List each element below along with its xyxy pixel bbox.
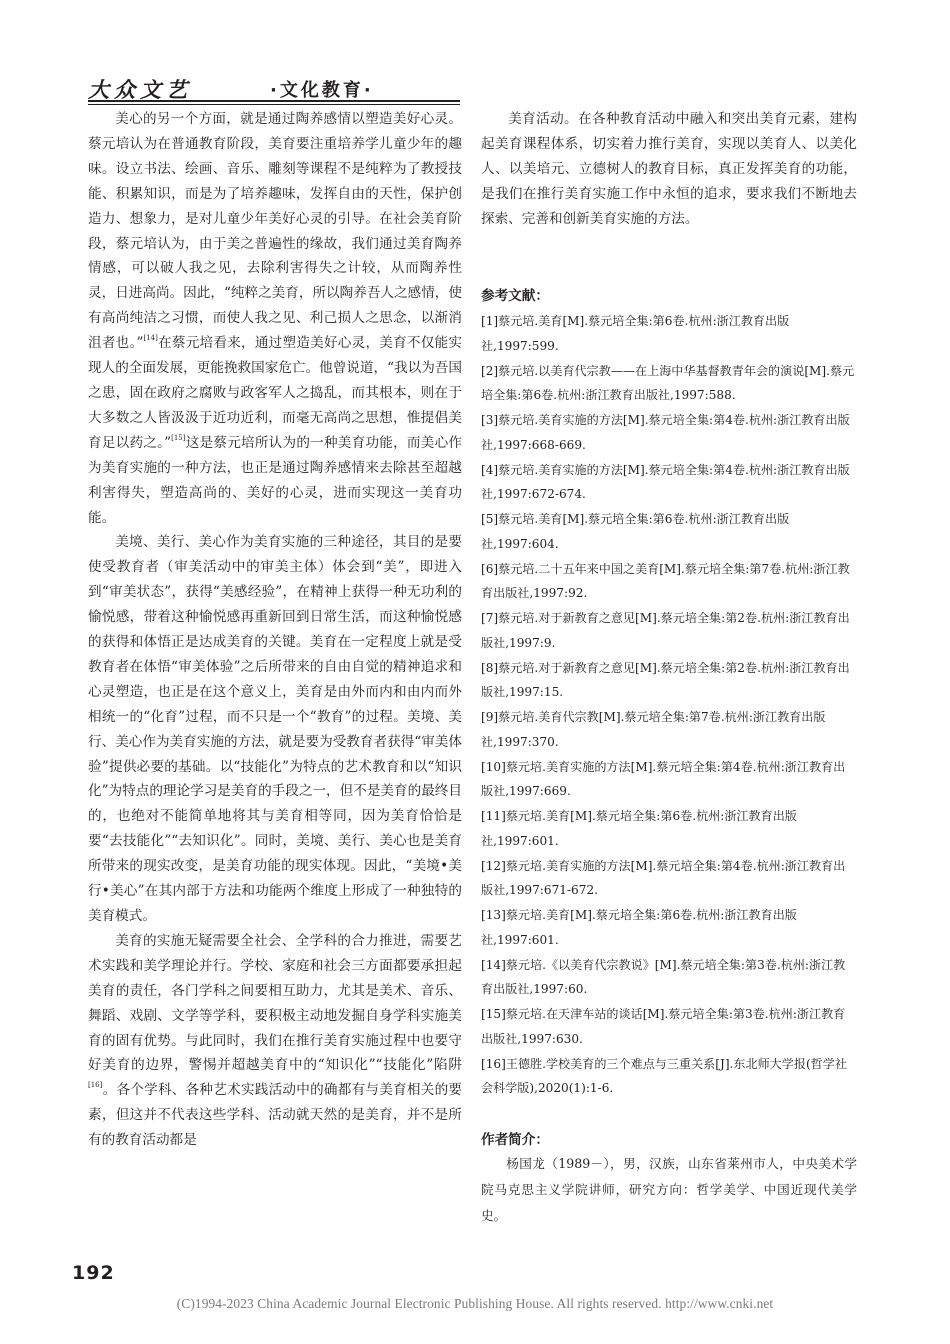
reference-item: [16]王德胜.学校美育的三个难点与三重关系[J].东北师大学报(哲学社会科学版),2020(1):1-6.: [481, 1056, 847, 1096]
header-rule: [88, 100, 460, 102]
reference-item: [6]蔡元培.二十五年来中国之美育[M].蔡元培全集:第7卷.杭州:浙江教育出版社,1997:92.: [481, 561, 850, 601]
body-paragraph-1: [88, 107, 462, 530]
citation-ref-16: [16]: [88, 1081, 103, 1090]
reference-item: [14]蔡元培.《以美育代宗教说》[M].蔡元培全集:第3卷.杭州:浙江教育出版社,1997:60.: [481, 957, 846, 997]
left-column: [88, 107, 462, 1153]
author-bio: [481, 1151, 857, 1229]
author-bio-text: 杨国龙（1989－），男，汉族，山东省莱州市人，中央美术学院马克思主义学院讲师，研究方向：哲学美学、中国近现代美学史。: [481, 1156, 857, 1223]
reference-item: [13]蔡元培.美育[M].蔡元培全集:第6卷.杭州:浙江教育出版社,1997:601.: [481, 908, 797, 947]
reference-item: [7]蔡元培.对于新教育之意见[M].蔡元培全集:第2卷.杭州:浙江教育出版社,1997:9.: [481, 611, 850, 650]
paragraph-text: 美心的另一个方面，就是通过陶养感情以塑造美好心灵。蔡元培认为在普通教育阶段，美育要注重培养学儿童少年的趣味。设立书法、绘画、音乐、雕刻等课程不是纯粹为了教授技能、积累知识，而是为了培养趣味，发挥自由的天性，保护创造力、想象力，是对儿童少年美好心灵的引导。在社会美育阶段，蔡元培认为，由于美之普遍性的缘故，我们通过美育陶养情感，可以破人我之见，去除利害得失之计较，从而陶养性灵，日进高尚。因此，“纯粹之美育，所以陶养吾人之感情，使有高尚纯洁之习惯，而使人我之见、利己损人之思念，以渐消沮者也。”: [88, 111, 462, 352]
body-paragraph-continued: 美育活动。在各种教育活动中融入和突出美育元素，建构起美育课程体系，切实着力推行美育，实现以美育人、以美化人、以美培元、立德树人的教育目标，真正发挥美育的功能，是我们在推行美育实施工作中永恒的追求，要求我们不断地去探索、完善和创新美育实施的方法。: [481, 111, 857, 227]
author-heading: 作者简介：: [481, 1132, 549, 1148]
reference-item: [12]蔡元培.美育实施的方法[M].蔡元培全集:第4卷.杭州:浙江教育出版社,1997:671-672.: [481, 858, 846, 898]
copyright-notice: (C)1994-2023 China Academic Journal Electronic Publishing House. All rights reserved. http://www.cnki.net: [176, 1296, 774, 1311]
body-paragraph-2: 美境、美行、美心作为美育实施的三种途径，其目的是要使受教育者（审美活动中的审美主体）体会到“美”，即进入到“审美状态”，获得“美感经验”，在精神上获得一种无功利的愉悦感，带着这种愉悦感再重新回到日常生活，而这种愉悦感的获得和体悟正是达成美育的关键。美育在一定程度上就是受教育者在体悟“审美体验”之后所带来的自由自觉的精神追求和心灵塑造，也正是在这个意义上，美育是由外而内和由内而外相统一的“化育”过程，而不只是一个“教育”的过程。美境、美行、美心作为美育实施的方法，就是要为受教育者获得“审美体验”提供必要的基础。以“技能化”为特点的艺术教育和以“知识化”为特点的理论学习是美育的手段之一，但不是美育的最终目的，也绝对不能简单地将其与美育相等同，因为美育恰恰是要“去技能化”“去知识化”。同时，美境、美行、美心也是美育所带来的现实改变，是美育功能的现实体现。因此，“美境•美行•美心”在其内部于方法和功能两个维度上形成了一种独特的美育模式。: [88, 534, 462, 924]
reference-item: [2]蔡元培.以美育代宗教——在上海中华基督教青年会的演说[M].蔡元培全集:第6卷.杭州:浙江教育出版社,1997:588.: [481, 363, 855, 403]
references-list: [481, 309, 857, 1101]
section-name: ·文化教育·: [270, 80, 374, 101]
right-column: [481, 107, 857, 232]
citation-ref-15: [15]: [171, 433, 186, 442]
journal-name: 大众文艺: [88, 78, 192, 102]
reference-item: [10]蔡元培.美育实施的方法[M].蔡元培全集:第4卷.杭州:浙江教育出版社,1997:669.: [481, 759, 846, 799]
reference-item: [15]蔡元培.在天津车站的谈话[M].蔡元培全集:第3卷.杭州:浙江教育出版社,1997:630.: [481, 1007, 846, 1046]
body-paragraph-3: [88, 929, 462, 1153]
citation-ref-14: [14]: [143, 334, 158, 343]
reference-item: [4]蔡元培.美育实施的方法[M].蔡元培全集:第4卷.杭州:浙江教育出版社,1997:672-674.: [481, 462, 850, 502]
paragraph-text: 在蔡元培看来，通过塑造美好心灵，美育不仅能实现人的全面发展，更能挽救国家危亡。他曾说道，“我以为吾国之患，固在政府之腐败与政客军人之捣乱，而其根本，则在于大多数之人皆汲汲于近功近利，而毫无高尚之思想，惟提倡美育足以药之。”: [88, 335, 462, 451]
page-number: 192: [72, 1262, 115, 1284]
references-heading: 参考文献：: [481, 288, 549, 304]
reference-item: [11]蔡元培.美育[M].蔡元培全集:第6卷.杭州:浙江教育出版社,1997:601.: [481, 809, 797, 848]
paragraph-text: 美育的实施无疑需要全社会、全学科的合力推进，需要艺术实践和美学理论并行。学校、家庭和社会三方面都要承担起美育的责任，各门学科之间要相互助力，尤其是美术、音乐、舞蹈、戏剧、文学等学科，要积极主动地发掘自身学科实施美育的固有优势。与此同时，我们在推行美育实施过程中也要守好美育的边界，警惕并超越美育中的“知识化”“技能化”陷阱: [88, 932, 462, 1074]
paragraph-text: 这是蔡元培所认为的一种美育功能，而美心作为美育实施的一种方法，也正是通过陶养感情来去除甚至超越利害得失，塑造高尚的、美好的心灵，进而实现这一美育功能。: [88, 434, 462, 526]
reference-item: [1]蔡元培.美育[M].蔡元培全集:第6卷.杭州:浙江教育出版社,1997:599.: [481, 314, 790, 353]
reference-item: [8]蔡元培.对于新教育之意见[M].蔡元培全集:第2卷.杭州:浙江教育出版社,1997:15.: [481, 660, 850, 700]
header-rule-thin: [88, 104, 460, 105]
paragraph-text: 。各个学科、各种艺术实践活动中的确都有与美育相关的要素，但这并不代表这些学科、活动就天然的是美育，并不是所有的教育活动都是: [88, 1082, 462, 1149]
reference-item: [9]蔡元培.美育代宗教[M].蔡元培全集:第7卷.杭州:浙江教育出版社,1997:370.: [481, 710, 826, 749]
reference-item: [5]蔡元培.美育[M].蔡元培全集:第6卷.杭州:浙江教育出版社,1997:604.: [481, 512, 790, 551]
reference-item: [3]蔡元培.美育实施的方法[M].蔡元培全集:第4卷.杭州:浙江教育出版社,1997:668-669.: [481, 413, 850, 452]
